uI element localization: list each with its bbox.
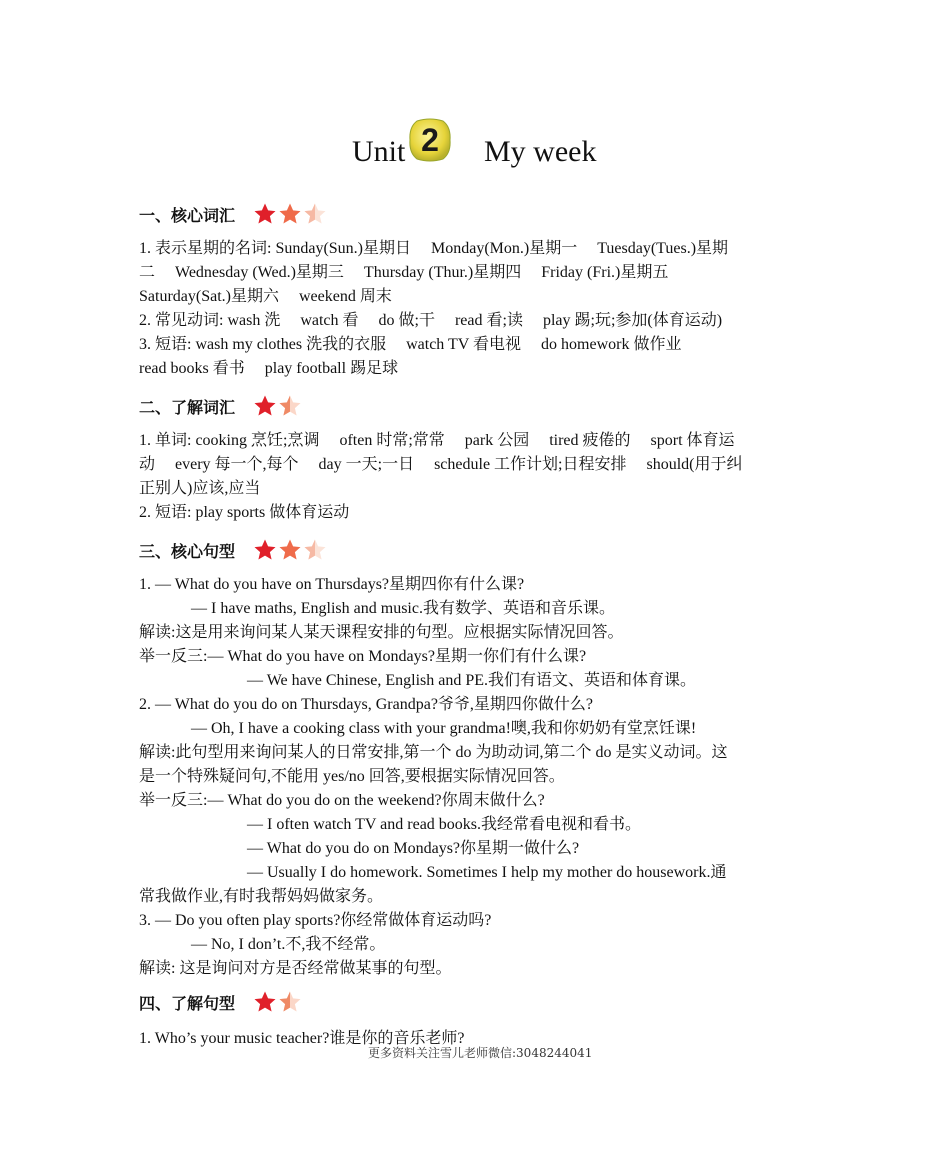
text-line: 2. 短语: play sports 做体育运动 bbox=[139, 504, 350, 521]
core-sentences-block bbox=[139, 573, 819, 981]
text-line: 解读:这是用来询问某人某天课程安排的句型。应根据实际情况回答。 bbox=[139, 624, 624, 641]
text-line: 2. 常见动词: wash 洗 watch 看 do 做;干 read 看;读 play 踢;玩;参加(体育运动) bbox=[139, 312, 723, 329]
text-line: 二 Wednesday (Wed.)星期三 Thursday (Thur.)星期四 Friday (Fri.)星期五 bbox=[139, 264, 669, 281]
text-line: 举一反三:— What do you have on Mondays?星期一你们有什么课? bbox=[139, 648, 587, 665]
star-rating bbox=[253, 538, 327, 562]
half-star-icon bbox=[278, 990, 302, 1014]
text-line: — Usually I do homework. Sometimes I help my mother do housework.通 bbox=[247, 864, 727, 881]
text-line: — Oh, I have a cooking class with your grandma!噢,我和你奶奶有堂烹饪课! bbox=[191, 720, 697, 737]
unit-word: Unit bbox=[352, 135, 406, 168]
text-line: 2. — What do you do on Thursdays, Grandpa?爷爷,星期四你做什么? bbox=[139, 696, 594, 713]
text-line: — I often watch TV and read books.我经常看电视和看书。 bbox=[247, 816, 642, 833]
star-icon bbox=[278, 538, 302, 562]
text-line: 1. — What do you have on Thursdays?星期四你有什么课? bbox=[139, 576, 525, 593]
text-line: 解读: 这是询问对方是否经常做某事的句型。 bbox=[139, 960, 452, 977]
know-vocab-block bbox=[139, 429, 819, 525]
text-line: Saturday(Sat.)星期六 weekend 周末 bbox=[139, 288, 392, 305]
text-line: — What do you do on Mondays?你星期一做什么? bbox=[247, 840, 580, 857]
text-line: 1. 单词: cooking 烹饪;烹调 often 时常;常常 park 公园 tired 疲倦的 sport 体育运 bbox=[139, 432, 735, 449]
section-heading-text: 一、核心词汇 bbox=[139, 205, 236, 225]
section-heading-text: 四、了解句型 bbox=[139, 993, 236, 1013]
section-heading-text: 二、了解词汇 bbox=[139, 397, 236, 417]
core-vocab-block bbox=[139, 237, 819, 381]
unit-name: My week bbox=[484, 135, 597, 168]
star-icon bbox=[253, 202, 277, 226]
half-star-icon bbox=[278, 394, 302, 418]
section-heading-text: 三、核心句型 bbox=[139, 541, 236, 561]
section-heading-know-vocab bbox=[139, 393, 302, 419]
text-line: 解读:此句型用来询问某人的日常安排,第一个 do 为助动词,第二个 do 是实义动词。这 bbox=[139, 744, 728, 761]
unit-number: 2 bbox=[421, 122, 439, 158]
text-line: 常我做作业,有时我帮妈妈做家务。 bbox=[139, 888, 384, 905]
unit-title bbox=[139, 117, 819, 177]
section-heading-know-sentences bbox=[139, 989, 302, 1015]
star-icon bbox=[253, 538, 277, 562]
text-line: 是一个特殊疑问句,不能用 yes/no 回答,要根据实际情况回答。 bbox=[139, 768, 565, 785]
star-rating bbox=[253, 394, 302, 418]
text-line: read books 看书 play football 踢足球 bbox=[139, 360, 399, 377]
section-heading-core-sentences bbox=[139, 537, 327, 563]
star-rating bbox=[253, 990, 302, 1014]
star-icon bbox=[278, 202, 302, 226]
text-line: 3. 短语: wash my clothes 洗我的衣服 watch TV 看电视 do homework 做作业 bbox=[139, 336, 682, 353]
footer-watermark: 更多资料关注雪儿老师微信:3048244041 bbox=[368, 1046, 593, 1060]
section-heading-core-vocab bbox=[139, 201, 327, 227]
text-line: 动 every 每一个,每个 day 一天;一日 schedule 工作计划;日程安排 should(用于纠 bbox=[139, 456, 743, 473]
text-line: 1. 表示星期的名词: Sunday(Sun.)星期日 Monday(Mon.)星期一 Tuesday(Tues.)星期 bbox=[139, 240, 729, 257]
text-line: 举一反三:— What do you do on the weekend?你周末做什么? bbox=[139, 792, 545, 809]
text-line: — No, I don’t.不,我不经常。 bbox=[191, 936, 386, 953]
half-star-icon bbox=[303, 202, 327, 226]
text-line: 正别人)应该,应当 bbox=[139, 480, 261, 497]
star-icon bbox=[253, 990, 277, 1014]
text-line: — I have maths, English and music.我有数学、英语和音乐课。 bbox=[191, 600, 615, 617]
text-line: — We have Chinese, English and PE.我们有语文、英语和体育课。 bbox=[247, 672, 697, 689]
star-rating bbox=[253, 202, 327, 226]
text-line: 1. Who’s your music teacher?谁是你的音乐老师? bbox=[139, 1030, 465, 1047]
text-line: 3. — Do you often play sports?你经常做体育运动吗? bbox=[139, 912, 492, 929]
star-icon bbox=[253, 394, 277, 418]
half-star-icon bbox=[303, 538, 327, 562]
